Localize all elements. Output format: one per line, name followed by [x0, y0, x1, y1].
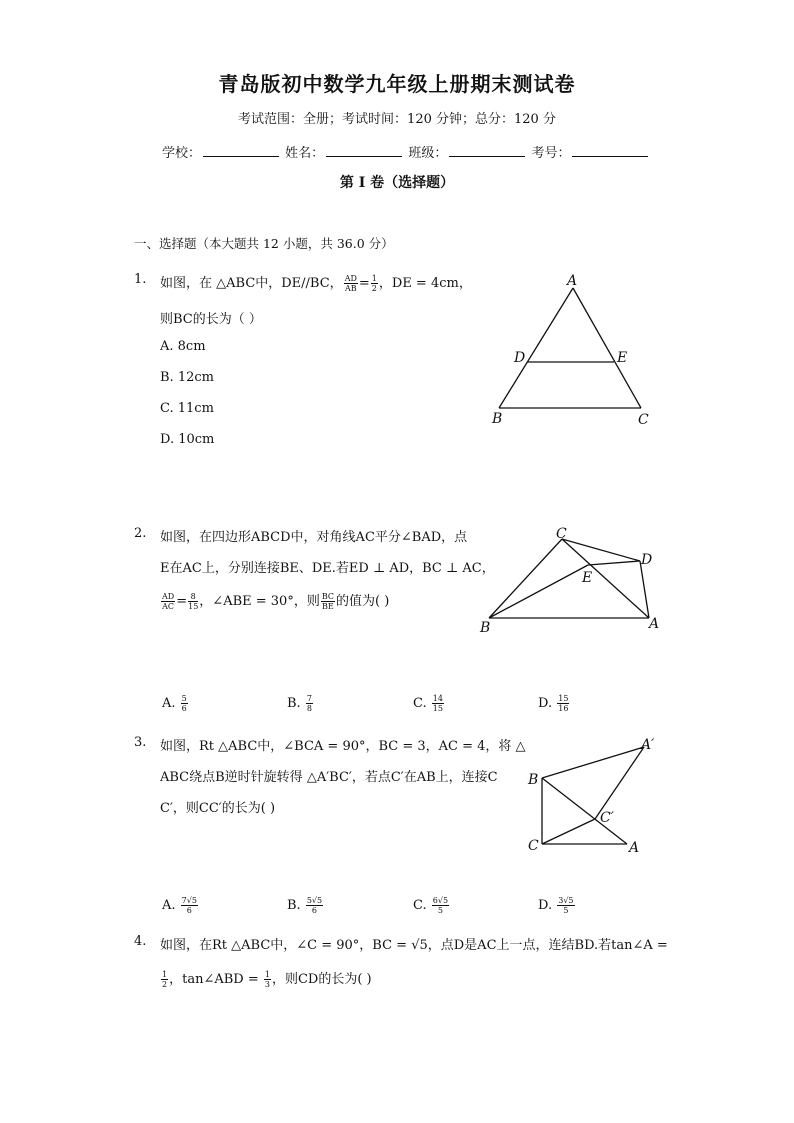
q3-option-a-den: 6: [186, 906, 192, 915]
q3-option-c-num: 6√5: [432, 896, 449, 905]
q1-edge-ac: [573, 288, 641, 408]
q1-label-e: E: [617, 350, 628, 366]
exam-info: 考试范围：全册；考试时间：120 分钟；总分：120 分: [238, 112, 556, 127]
q2-option-b-frac: [306, 694, 313, 713]
q3-option-a-num: 7√5: [181, 896, 197, 905]
q2-label-a: A: [649, 616, 660, 632]
q1-stem-line2: 则BC的长为（ ）: [160, 312, 262, 327]
q4-number: 4.: [134, 934, 147, 949]
q2-segment-be: [489, 565, 588, 618]
q2-option-c-num: 14: [432, 694, 443, 703]
q2-r-den: BE: [322, 602, 334, 611]
q2-option-d-num: 15: [558, 694, 569, 703]
q3-stem-line2: ABC绕点B逆时针旋转得 △A′BC′，若点C′在AB上，连接C: [160, 770, 498, 785]
q3-option-c-den: 5: [437, 906, 443, 915]
q1-figure: [480, 268, 670, 433]
q3-option-b-den: 6: [311, 906, 318, 915]
q2-frac-den: AC: [162, 602, 175, 611]
q2-option-b-letter: B.: [287, 696, 301, 711]
q2-option-d-frac: [557, 694, 569, 713]
q2-option-c-frac: [432, 694, 444, 713]
q2-option-b[interactable]: [287, 694, 314, 713]
q2-option-b-num: 7: [306, 694, 312, 703]
q2-stem-line2: E在AC上，分别连接BE、DE.若ED ⊥ AD，BC ⊥ AC，: [160, 561, 495, 576]
q3-segment-cc1: [542, 819, 595, 844]
q3-option-a[interactable]: [162, 896, 199, 915]
q3-option-a-frac: [181, 896, 198, 915]
q2-figure: [472, 524, 672, 639]
q4-f2-num: 1: [264, 970, 270, 979]
q3-option-d-den: 5: [563, 906, 569, 915]
q2-option-c[interactable]: [413, 694, 445, 713]
q4-text-mid: ，tan∠ABD =: [169, 972, 259, 987]
q4-f2-den: 3: [264, 980, 270, 989]
q3-label-a: A: [629, 840, 640, 856]
q1-frac-den: AB: [344, 284, 357, 293]
q1-edge-ab: [499, 288, 573, 408]
q3-option-b-num: 5√5: [306, 896, 323, 905]
q2-r-num: BC: [321, 592, 334, 601]
q1-option-a[interactable]: A. 8cm: [160, 339, 206, 354]
q2-text-mid: ，∠ABE = 30°，则: [199, 594, 320, 609]
q2-option-d-den: 16: [558, 704, 569, 713]
q1-number: 1.: [134, 272, 147, 287]
q3-option-c[interactable]: [413, 896, 450, 915]
q1-label-b: B: [492, 411, 503, 427]
q3-edge-ba1: [542, 747, 644, 778]
q3-stem-line1: 如图，Rt △ABC中，∠BCA = 90°，BC = 3，AC = 4，将 △: [160, 739, 526, 754]
q4-frac-tan-abd: [264, 970, 271, 989]
q2-option-b-den: 8: [306, 704, 312, 713]
q2-label-d: D: [641, 552, 653, 568]
q2-option-a[interactable]: [162, 694, 189, 713]
page-title: 青岛版初中数学九年级上册期末测试卷: [218, 72, 576, 96]
q4-text-tail: ，则CD的长为( ): [271, 972, 372, 987]
q2-option-c-den: 15: [432, 704, 443, 713]
q2-stem-line3: [160, 590, 389, 611]
section-heading: 一、选择题（本大题共 12 小题，共 36.0 分）: [134, 236, 394, 251]
q2-edge-da: [640, 561, 649, 618]
q2-eq: =: [176, 594, 188, 609]
q4-f1-num: 1: [162, 970, 168, 979]
q2-option-a-letter: A.: [162, 696, 176, 711]
q3-option-b[interactable]: [287, 896, 324, 915]
q1-frac-half: [371, 274, 378, 293]
q4-frac-tan-a: [161, 970, 168, 989]
q1-label-d: D: [514, 350, 526, 366]
q1-text-b: ，DE = 4cm，: [378, 276, 472, 291]
q1-frac-ratio: [344, 274, 358, 293]
q3-edge-ba: [542, 778, 627, 844]
volume-heading: 第 I 卷（选择题）: [339, 175, 455, 191]
q4-f1-den: 2: [162, 980, 168, 989]
q2-option-d-letter: D.: [538, 696, 553, 711]
q1-option-c[interactable]: C. 11cm: [160, 401, 214, 416]
q2-frac-value: [188, 592, 198, 611]
q2-number: 2.: [134, 526, 147, 541]
q1-half-den: 2: [371, 284, 377, 293]
q3-stem-line3: C′，则CC′的长为( ): [160, 801, 276, 816]
q1-label-c: C: [638, 412, 649, 428]
school-label: 学校：: [162, 146, 202, 161]
q2-option-d[interactable]: [538, 694, 570, 713]
q3-option-a-letter: A.: [162, 898, 176, 913]
q2-option-a-frac: [181, 694, 188, 713]
q3-label-c1: C′: [600, 810, 614, 826]
student-fields: [162, 142, 650, 161]
q2-option-c-letter: C.: [413, 696, 427, 711]
q2-option-a-num: 5: [181, 694, 187, 703]
q2-v-num: 8: [188, 592, 198, 602]
q4-stem-line1: 如图，在Rt △ABC中，∠C = 90°，BC = √5，点D是AC上一点，连结BD.若tan∠A =: [160, 938, 668, 953]
q2-label-c: C: [556, 526, 567, 542]
q1-eq: =: [358, 276, 370, 291]
q1-frac-num: AD: [344, 274, 357, 283]
q1-stem-line1: [160, 272, 472, 293]
class-label: 班级：: [408, 146, 448, 161]
q1-text-a: 如图，在 △ABC中，DE//BC，: [160, 276, 343, 291]
q1-label-a: A: [567, 273, 578, 289]
q3-option-b-frac: [306, 896, 323, 915]
q2-edge-bc: [489, 539, 562, 618]
q3-label-c: C: [528, 838, 539, 854]
q3-edge-a1c1: [595, 747, 644, 819]
q2-label-e: E: [582, 570, 593, 586]
q3-option-c-frac: [432, 896, 449, 915]
id-label: 考号：: [531, 146, 571, 161]
name-label: 姓名：: [285, 146, 325, 161]
class-blank[interactable]: [449, 146, 525, 157]
name-blank[interactable]: [326, 146, 402, 157]
q3-option-b-letter: B.: [287, 898, 301, 913]
q3-number: 3.: [134, 735, 147, 750]
q2-text-tail: 的值为( ): [335, 594, 390, 609]
q2-option-a-den: 6: [181, 704, 187, 713]
q1-option-b[interactable]: B. 12cm: [160, 370, 214, 385]
q3-option-d-letter: D.: [538, 898, 553, 913]
q3-option-d-num: 3√5: [558, 896, 574, 905]
id-blank[interactable]: [572, 146, 648, 157]
q2-stem-line1: 如图，在四边形ABCD中，对角线AC平分∠BAD，点: [160, 530, 468, 545]
q3-label-a1: A′: [641, 737, 655, 753]
q3-option-d-frac: [557, 896, 574, 915]
q2-v-den: 15: [188, 602, 199, 611]
q2-frac-num: AD: [162, 592, 175, 601]
q4-stem-line2: [160, 968, 372, 989]
q3-label-b: B: [528, 772, 539, 788]
q2-frac-ratio: [161, 592, 175, 611]
q3-figure: [522, 734, 672, 859]
q2-label-b: B: [480, 620, 491, 636]
q1-option-d[interactable]: D. 10cm: [160, 432, 215, 447]
q3-option-d[interactable]: [538, 896, 576, 915]
q3-option-c-letter: C.: [413, 898, 427, 913]
q1-half-num: 1: [371, 274, 377, 283]
school-blank[interactable]: [203, 146, 279, 157]
q2-segment-ed: [588, 561, 640, 565]
q2-frac-ask: [321, 592, 335, 611]
